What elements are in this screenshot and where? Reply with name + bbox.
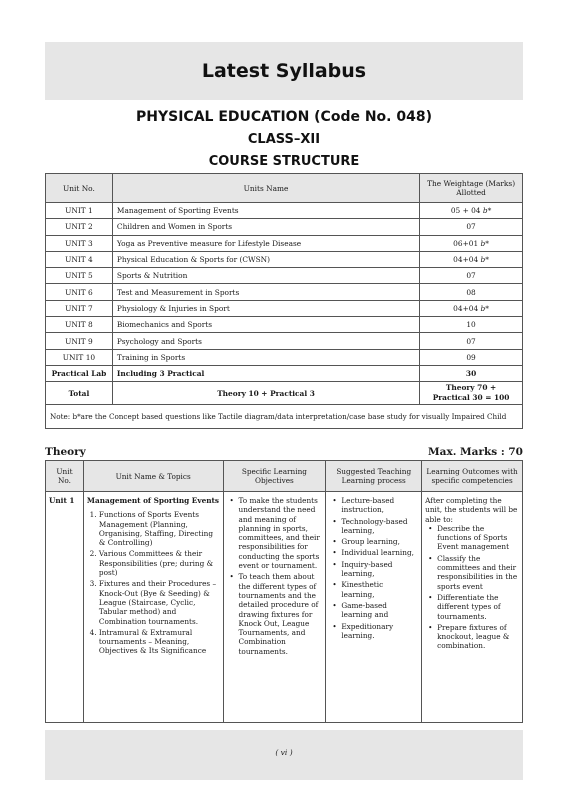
practical-marks: 30 <box>420 365 523 381</box>
course-unit-marks: 09 <box>420 349 523 365</box>
course-unit-name: Training in Sports <box>112 349 419 365</box>
course-unit-marks: 07 <box>420 268 523 284</box>
process-item: • Technology-based learning, <box>341 517 418 536</box>
outcomes-cell <box>422 492 523 723</box>
total-marks-line2: Practical 30 = 100 <box>432 393 510 403</box>
total-marks <box>420 382 523 405</box>
topic-item: 3. Fixtures and their Procedures – Knock-Out (Bye & Seeding) & League (Staircase, Cyclic, Tabular method) and Combination tournaments. <box>99 579 220 625</box>
concept-marker: b* <box>480 238 489 248</box>
course-unit-name: Sports & Nutrition <box>112 268 419 284</box>
process-item: • Game-based learning and <box>341 601 418 620</box>
total-marks-line1: Theory 70 + <box>445 383 497 393</box>
class-title: CLASS–XII <box>247 132 321 147</box>
theory-label: Theory <box>45 446 86 458</box>
course-row <box>46 251 523 267</box>
course-row <box>46 235 523 251</box>
unit-number: Unit 1 <box>46 492 84 723</box>
course-row <box>46 268 523 284</box>
max-marks: Max. Marks : 70 <box>428 446 523 458</box>
outcome-item: • Prepare fixtures of knockout, league & combination. <box>437 623 519 651</box>
topic-item: 2. Various Committees & their Responsibilities (pre; during & post) <box>99 549 220 577</box>
process-item: • Group learning, <box>341 537 418 546</box>
outcomes-list <box>425 524 519 651</box>
course-row <box>46 317 523 333</box>
practical-unit: Practical Lab <box>46 365 113 381</box>
course-unit-no: UNIT 7 <box>46 300 113 316</box>
process-item: • Lecture-based instruction, <box>341 496 418 515</box>
practical-row <box>46 365 523 381</box>
course-structure-title: COURSE STRUCTURE <box>208 154 360 169</box>
process-item: • Kinesthetic learning, <box>341 580 418 599</box>
theory-table <box>45 460 523 723</box>
unit-1-row <box>46 492 523 723</box>
header-objectives: Specific Learning Objectives <box>223 461 326 492</box>
objectives-cell <box>223 492 326 723</box>
concept-marker: b* <box>480 255 489 265</box>
subject-title: PHYSICAL EDUCATION (Code No. 048) <box>136 109 432 125</box>
unit-topics <box>83 492 223 723</box>
course-unit-no: UNIT 1 <box>46 203 113 219</box>
course-unit-marks: 08 <box>420 284 523 300</box>
course-unit-name: Physical Education & Sports for (CWSN) <box>112 251 419 267</box>
syllabus-banner <box>45 42 523 100</box>
total-row <box>46 382 523 405</box>
header-unit: Unit No. <box>46 461 84 492</box>
outcome-item: • Classify the committees and their responsibilities in the sports event <box>437 554 519 591</box>
course-row <box>46 349 523 365</box>
course-unit-name: Management of Sporting Events <box>112 203 419 219</box>
header-weightage: The Weightage (Marks) Allotted <box>420 174 523 203</box>
outcomes-intro: After completing the unit, the students will be able to: <box>425 496 518 524</box>
course-row <box>46 284 523 300</box>
course-row <box>46 333 523 349</box>
course-unit-name: Children and Women in Sports <box>112 219 419 235</box>
course-row <box>46 219 523 235</box>
course-unit-name: Psychology and Sports <box>112 333 419 349</box>
page-footer <box>45 730 523 780</box>
course-row <box>46 300 523 316</box>
header-topics: Unit Name & Topics <box>83 461 223 492</box>
course-unit-no: UNIT 4 <box>46 251 113 267</box>
note-text: Note: b*are the Concept based questions like Tactile diagram/data interpretation/case base study for visually Impaired Child <box>46 405 523 429</box>
course-unit-name: Physiology & Injuries in Sport <box>112 300 419 316</box>
unit-title: Management of Sporting Events <box>86 496 220 505</box>
theory-table-header <box>46 461 523 492</box>
outcome-item: • Differentiate the different types of tournaments. <box>437 593 519 621</box>
topic-item: 4. Intramural & Extramural tournaments – Meaning, Objectives & Its Significance <box>99 628 220 656</box>
banner-title: Latest Syllabus <box>201 60 367 82</box>
course-unit-name: Test and Measurement in Sports <box>112 284 419 300</box>
note-row <box>46 405 523 429</box>
concept-marker: b* <box>482 206 492 216</box>
outcome-item: • Describe the functions of Sports Event management <box>437 524 519 552</box>
objective-item: • To teach them about the different types of tournaments and the detailed procedure of drawing fixtures for Knock Out, League Tournaments, and Combination tournaments. <box>239 572 323 656</box>
course-unit-marks: 10 <box>420 317 523 333</box>
practical-name: Including 3 Practical <box>112 365 419 381</box>
process-item: • Inquiry-based learning, <box>341 560 418 579</box>
topics-list <box>87 510 220 655</box>
course-unit-no: UNIT 9 <box>46 333 113 349</box>
course-unit-marks: 05 + 04 b* <box>420 203 523 219</box>
course-structure-table <box>45 173 523 429</box>
course-unit-no: UNIT 5 <box>46 268 113 284</box>
process-cell <box>326 492 422 723</box>
header-units-name: Units Name <box>112 174 419 203</box>
header-process: Suggested Teaching Learning process <box>326 461 422 492</box>
course-unit-no: UNIT 8 <box>46 317 113 333</box>
course-unit-no: UNIT 6 <box>46 284 113 300</box>
course-unit-marks: 04+04 b* <box>420 251 523 267</box>
course-table-header <box>46 174 523 203</box>
process-item: • Expeditionary learning. <box>341 622 418 641</box>
course-unit-marks: 04+04 b* <box>420 300 523 316</box>
course-unit-name: Yoga as Preventive measure for Lifestyle Disease <box>112 235 419 251</box>
course-unit-no: UNIT 2 <box>46 219 113 235</box>
topic-item: 1. Functions of Sports Events Management (Planning, Organising, Staffing, Directing & Controlling) <box>99 510 220 547</box>
page-number: ( vi ) <box>275 748 293 757</box>
course-unit-marks: 07 <box>420 219 523 235</box>
course-unit-name: Biomechanics and Sports <box>112 317 419 333</box>
concept-marker: b* <box>480 303 489 313</box>
course-row <box>46 203 523 219</box>
header-outcomes: Learning Outcomes with specific competencies <box>422 461 523 492</box>
course-unit-marks: 07 <box>420 333 523 349</box>
objective-item: • To make the students understand the need and meaning of planning in sports, committees, and their responsibilities for conducting the sports event or tournament. <box>239 496 323 570</box>
objectives-list <box>227 496 323 656</box>
course-unit-no: UNIT 10 <box>46 349 113 365</box>
course-unit-no: UNIT 3 <box>46 235 113 251</box>
theory-header <box>45 446 523 458</box>
total-units: Theory 10 + Practical 3 <box>112 382 419 405</box>
header-unit-no: Unit No. <box>46 174 113 203</box>
process-list <box>329 496 418 640</box>
course-unit-marks: 06+01 b* <box>420 235 523 251</box>
process-item: • Individual learning, <box>341 548 418 557</box>
total-label: Total <box>46 382 113 405</box>
